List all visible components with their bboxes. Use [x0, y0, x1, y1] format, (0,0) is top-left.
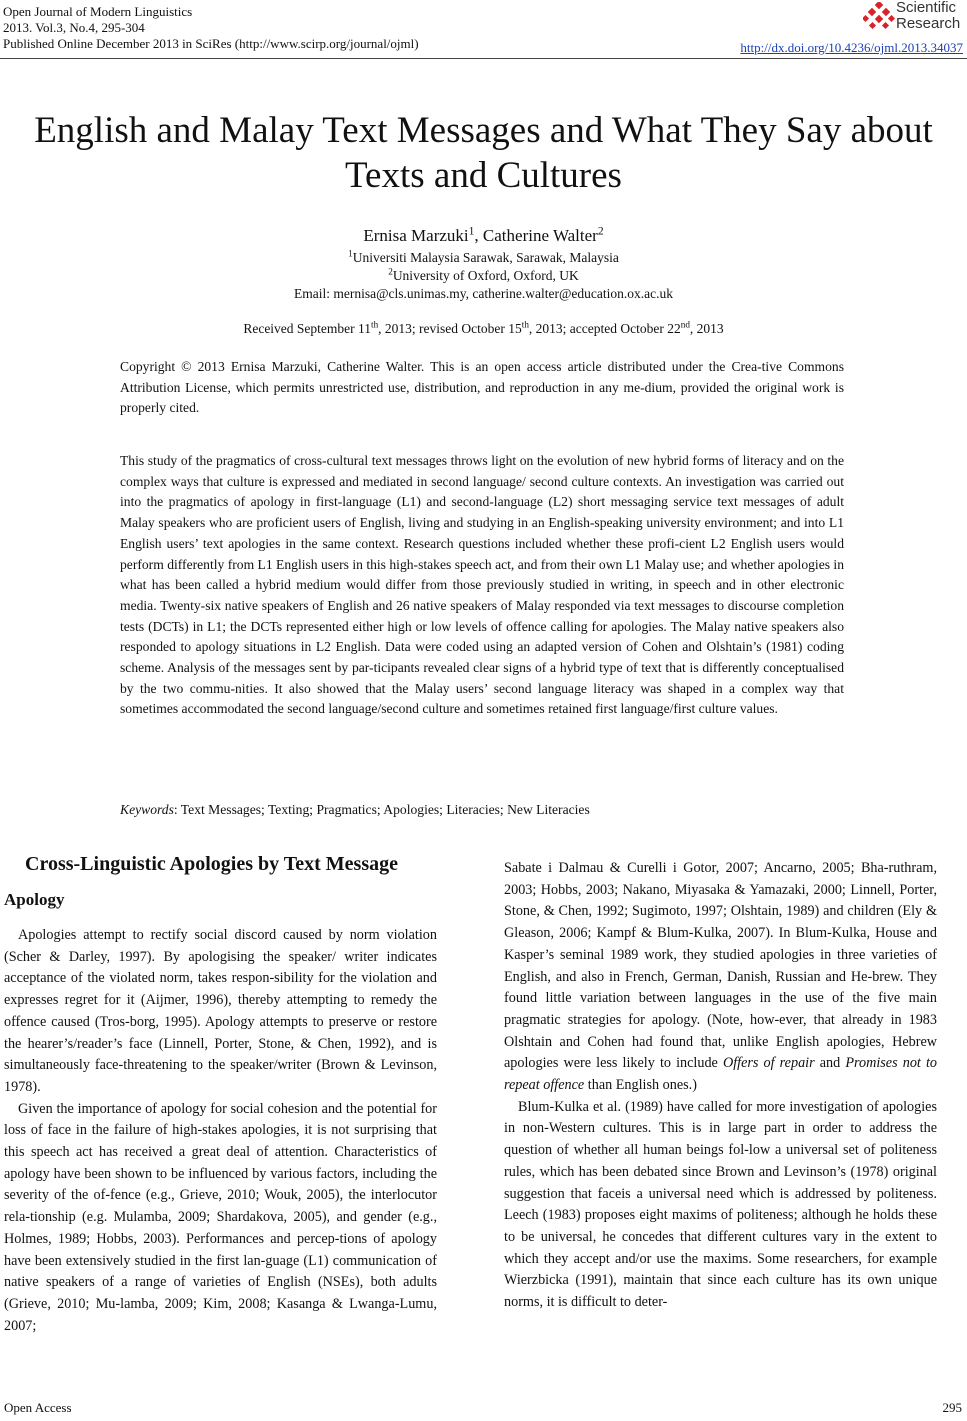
- abstract: This study of the pragmatics of cross-cultural text messages throws light on the evolution of new hybrid forms of literacy and on the complex ways that culture is expressed and mediated in second language/ second culture contexts. An investigation was carried out into the pragmatics of apology in first-language (L1) and second-language (L2) short messaging service text messages of adult Malay speakers who are proficient users of English, living and studying in an English-speaking university environment; and into L1 English users’ text apologies in the same context. Research questions included whether these profi-cient L2 English users would perform differently from L1 English users in this high-stakes speech act, and from their own L1 Malay use; and whether apologies in what has been called a hybrid medium would differ from those previously studied in writing, in speech and in other electronic media. Twenty-six native speakers of English and 26 native speakers of Malay responded via text messages to discourse completion tests (DCTs) in L1; the DCTs represented either high or low levels of offence calling for apologies. The Malay native speakers also responded to apology situations in L2 English. Data were coded using an adapted version of Cohen and Olshtain’s (1981) coding scheme. Analysis of the messages sent by par-ticipants revealed clear signs of a hybrid type of text that is differently conceptualised by the two commu-nities. It also showed that the Malay users’ second language literacy was shaped in a complex way that sometimes accommodated the second language/second culture and sometimes retained first language/first culture values.: [120, 453, 844, 717]
- left-column: [4, 925, 437, 1337]
- author-list: [0, 226, 967, 246]
- logo-mark-icon: [863, 2, 895, 32]
- italic-term: Promises not to repeat offence: [504, 1055, 938, 1094]
- title-line-2: Texts and Cultures: [345, 155, 622, 196]
- text-run: and: [814, 1055, 846, 1072]
- accepted-text: , 2013; accepted October 22: [528, 321, 681, 336]
- revised-text: , 2013; revised October 15: [378, 321, 522, 336]
- author-email: Email: mernisa@cls.unimas.my, catherine.walter@education.ox.ac.uk: [294, 286, 673, 301]
- affiliation-1-num: 1: [348, 248, 353, 259]
- copyright-notice: Copyright © 2013 Ernisa Marzuki, Catherine Walter. This is an open access article distributed under the Crea-tive Commons Attribution License, which permits unrestricted use, distribution, and reproduction in any me-dium, provided the original work is properly cited.: [120, 359, 844, 416]
- scientific-research-logo: [863, 0, 963, 36]
- journal-volume: 2013. Vol.3, No.4, 295-304: [3, 20, 145, 35]
- paragraph: [504, 1097, 937, 1314]
- revised-suffix: th: [521, 319, 529, 330]
- publication-info: Published Online December 2013 in SciRes (http://www.scirp.org/journal/ojml): [3, 36, 419, 51]
- text-run: Sabate i Dalmau & Curelli i Gotor, 2007; Ancarno, 2005; Bha-ruthram, 2003; Hobbs, 2003; Nakano, Miyasaka & Yamazaki, 2000; Linnell, Porter, Stone, & Chen, 1992; Sugimoto, 1997; Olshtain, 1989) and children (Ely & Gleason, 2006; Kampf & Blum-Kulka, 2007). In Blum-Kulka, House and Kasper’s seminal 1989 work, they studied apologies in three varieties of English, and also in French, German, Danish, Russian and He-brew. They found little variation between languages in the use of the five main pragmatic strategies for apology. (Note, how-ever, that already in 1983 Olshtain and Cohen had found that, unlike English apologies, Hebrew apologies were less likely to include: [504, 860, 937, 1072]
- author-2: Catherine Walter: [482, 226, 598, 245]
- title-line-1: English and Malay Text Messages and What They Say about: [34, 110, 933, 151]
- affiliation-2: [0, 268, 967, 284]
- author-2-affil: 2: [597, 224, 604, 238]
- paragraph: Given the importance of apology for social cohesion and the potential for loss of face in the failure of high-stakes apologies, it is not surprising that this speech act has received a great deal of attention. Characteristics of apology have been shown to be influenced by various factors, including the severity of the of-fence (e.g., Grieve, 2010; Wouk, 2005), the interlocutor rela-tionship (e.g. Mulamba, 2009; Shardakova, 2005), and gender (e.g., Holmes, 1989; Hobbs, 2003). Performances and percep-tions of apology have been extensively studied in the first lan-guage (L1) communication of native speakers of a range of varieties of English (NSEs), both adults (Grieve, 2010; Mu-lamba, 2009; Kim, 2008; Kasanga & Lwanga-Lumu, 2007;: [4, 1100, 437, 1334]
- footer-open-access: Open Access: [4, 1400, 72, 1415]
- logo-line-1: Scientific: [896, 0, 957, 16]
- author-1: Ernisa Marzuki: [363, 226, 469, 245]
- right-column: [504, 858, 937, 1314]
- author-1-affil: 1: [468, 224, 475, 238]
- italic-term: Offers of repair: [722, 1055, 815, 1072]
- text-run: Blum-Kulka et al: [518, 1098, 618, 1115]
- affiliation-2-text: University of Oxford, Oxford, UK: [392, 268, 579, 283]
- received-text: Received September 11: [243, 321, 372, 336]
- logo-text: [896, 0, 960, 32]
- affiliation-1-text: Universiti Malaysia Sarawak, Sarawak, Malaysia: [352, 250, 619, 265]
- affiliation-2-num: 2: [388, 266, 393, 277]
- keywords-label: Keywords: [120, 802, 174, 817]
- paragraph: Apologies attempt to rectify social discord caused by norm violation (Scher & Darley, 1997). By apologising the speaker/ writer indicates acceptance of the violated norm, takes respon-sibility for the violation and expresses regret for it (Aijmer, 1996), thereby attempting to remedy the offence caused (Tros-borg, 1995). Apology attempts to preserve or restore the hearer’s/reader’s face (Linnell, Porter, Stone, & Chen, 1992), and is simultaneously face-threatening to the speaker/writer (Brown & Levinson, 1978).: [4, 927, 437, 1095]
- journal-header: [3, 4, 419, 52]
- doi-link[interactable]: http://dx.doi.org/10.4236/ojml.2013.34037: [740, 40, 963, 55]
- paragraph: [504, 858, 937, 1097]
- page-number: 295: [942, 1400, 962, 1415]
- logo-line-2: Research: [896, 15, 961, 32]
- text-run: . (1989) have called for more investigation of apologies in non-Western cultures. This is in large part in order to address the question of whether all human beings fol-low a universal set of politeness rules, which has been debated since Brown and Levinson’s (1978) original suggestion that faceis a universal need which is addressed by politeness. Leech (1983) proposes eight maxims of politeness; although he holds these to be universal, he concedes that different cultures vary in the extent to which they accept and/or use the maxims. Some researchers, for example Wierzbicka (1991), maintain that since each culture has its own unique norms, it is difficult to deter-: [504, 1098, 937, 1311]
- section-title: Cross-Linguistic Apologies by Text Message: [25, 853, 398, 875]
- text-run: than English ones.): [584, 1077, 697, 1094]
- year-text: , 2013: [689, 321, 724, 336]
- affiliation-1: [0, 250, 967, 266]
- journal-name: Open Journal of Modern Linguistics: [3, 4, 193, 19]
- subsection-title: Apology: [4, 890, 65, 909]
- keywords: [120, 802, 590, 818]
- header-divider: [0, 58, 967, 59]
- author-separator: ,: [474, 226, 483, 245]
- keywords-text: : Text Messages; Texting; Pragmatics; Apologies; Literacies; New Literacies: [173, 802, 590, 817]
- accepted-suffix: nd: [680, 319, 690, 330]
- paper-title: [0, 108, 967, 198]
- received-suffix: th: [371, 319, 379, 330]
- received-dates: [0, 321, 967, 337]
